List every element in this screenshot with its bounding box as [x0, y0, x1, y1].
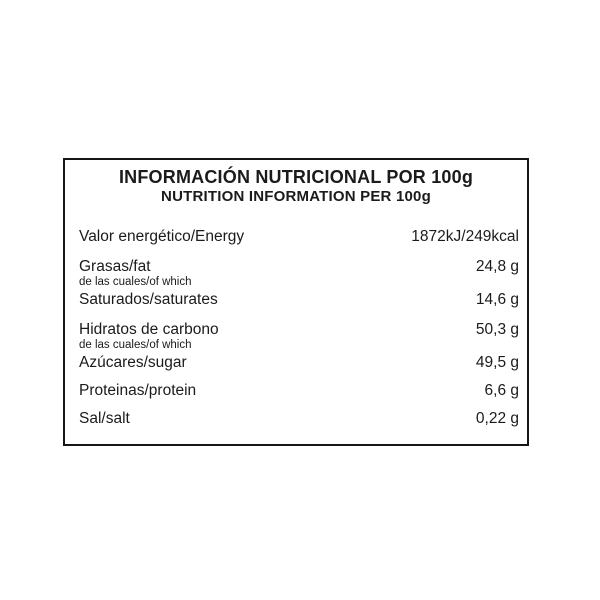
nutrient-name: Saturados/saturates	[79, 291, 218, 308]
nutrient-name: Valor energético/Energy	[79, 228, 245, 245]
nutrient-value: 1872kJ/249kcal	[411, 228, 519, 245]
nutrition-label-header	[65, 160, 527, 206]
label-title-es: INFORMACIÓN NUTRICIONAL POR 100g	[118, 167, 474, 187]
nutrient-value: 14,6 g	[475, 291, 519, 308]
nutrient-name: Proteinas/protein	[79, 382, 197, 399]
nutrition-row-carbohydrate	[79, 321, 519, 339]
nutrient-value: 24,8 g	[475, 258, 519, 275]
nutrient-name: Grasas/fat	[79, 258, 151, 275]
nutrient-value: 6,6 g	[484, 382, 519, 399]
nutrition-row-sugar	[79, 354, 519, 372]
nutrient-subnote: de las cuales/of which	[79, 276, 192, 288]
nutrient-value: 0,22 g	[475, 410, 519, 427]
nutrient-value: 49,5 g	[475, 354, 519, 371]
nutrition-label-box	[63, 158, 529, 446]
nutrient-value: 50,3 g	[475, 321, 519, 338]
nutrient-subnote: de las cuales/of which	[79, 339, 192, 351]
nutrition-row-energy	[79, 228, 519, 246]
nutrition-row-protein	[79, 382, 519, 400]
label-title-en: NUTRITION INFORMATION PER 100g	[161, 188, 431, 205]
nutrition-rows	[65, 228, 527, 428]
nutrition-row-fat	[79, 258, 519, 276]
nutrition-row-saturates	[79, 291, 519, 309]
nutrition-row-salt	[79, 410, 519, 428]
nutrient-name: Hidratos de carbono	[79, 321, 219, 338]
nutrient-name: Azúcares/sugar	[79, 354, 187, 371]
nutrient-name: Sal/salt	[79, 410, 130, 427]
